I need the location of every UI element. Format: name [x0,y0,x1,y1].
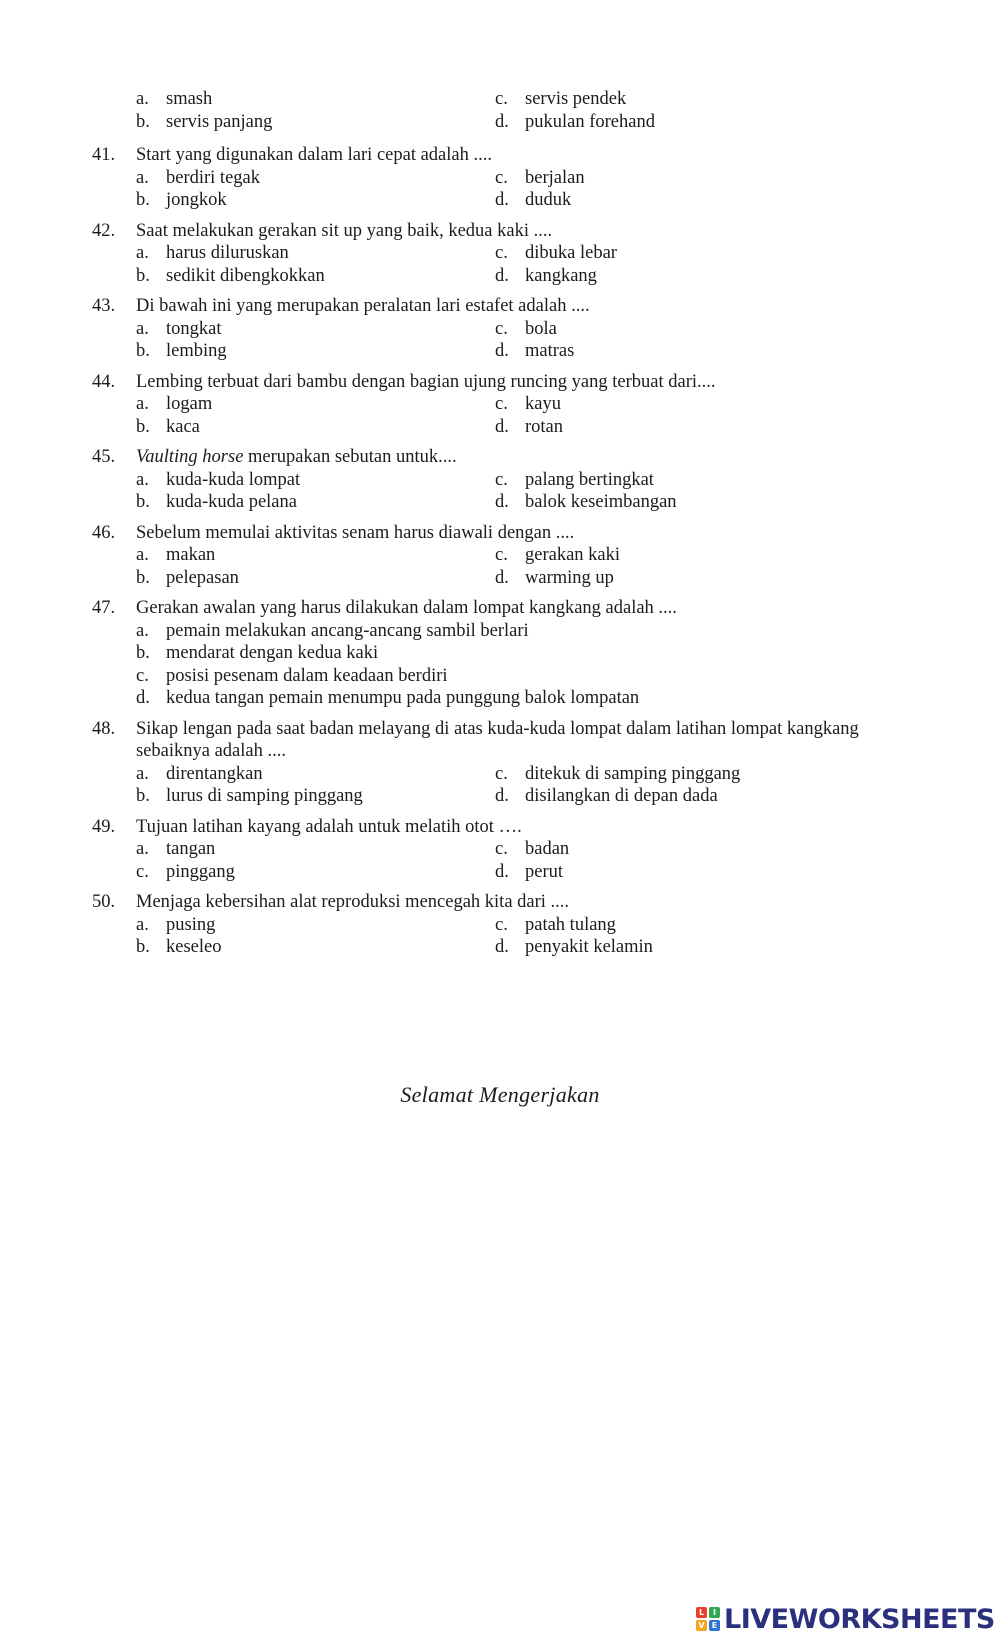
option-text: duduk [525,190,572,210]
option-text: servis panjang [166,111,273,132]
option-text: harus diluruskan [166,243,289,263]
question-stem: Tujuan latihan kayang adalah untuk melatih otot …. [136,816,522,837]
option-label: a. [136,469,149,490]
question-stem: Start yang digunakan dalam lari cepat adalah .... [136,145,492,165]
option-label: d. [495,786,509,806]
option-text: berdiri tegak [166,167,260,188]
option-text: badan [525,839,570,859]
option-text: palang bertingkat [525,469,654,490]
logo-tile: I [709,1607,720,1618]
option-label: b. [136,643,150,663]
option-text: logam [166,394,213,414]
option-label: a. [136,763,149,784]
option-text: patah tulang [525,914,616,935]
option-label: d. [136,688,150,708]
option-text: rotan [525,416,564,437]
question-number: 45. [92,447,116,467]
option-label: b. [136,937,150,957]
option-label: c. [495,89,508,109]
option-text: matras [525,341,575,361]
option-text: tangan [166,839,216,859]
option-text: kuda-kuda pelana [166,492,297,512]
question-stem: Menjaga kebersihan alat reproduksi mencegah kita dari .... [136,892,570,912]
option-label: b. [136,341,150,361]
option-label: b. [136,190,150,210]
option-text: lurus di samping pinggang [166,786,363,806]
logo-tile: L [696,1607,707,1618]
option-text: kaca [166,416,200,437]
question-number: 48. [92,718,116,739]
option-text: posisi pesenam dalam keadaan berdiri [166,665,448,686]
question-stem: Saat melakukan gerakan sit up yang baik, kedua kaki .... [136,220,553,241]
liveworksheets-wordmark: LIVEWORKSHEETS [724,1603,995,1635]
option-label: c. [495,318,508,339]
option-text: perut [525,861,564,882]
option-text: pelepasan [166,567,239,588]
option-label: b. [136,492,150,512]
question-stem: Gerakan awalan yang harus dilakukan dalam lompat kangkang adalah .... [136,598,677,618]
question-number: 42. [92,220,116,241]
option-label: b. [136,786,150,806]
option-text: warming up [525,567,614,588]
option-label: b. [136,265,150,286]
option-label: a. [136,839,149,859]
option-label: a. [136,89,149,109]
option-label: c. [136,665,149,686]
option-text: pinggang [166,861,235,882]
option-label: b. [136,111,150,132]
option-text: makan [166,545,216,565]
option-text: mendarat dengan kedua kaki [166,643,379,663]
option-label: b. [136,567,150,588]
option-label: a. [136,243,149,263]
option-text: berjalan [525,167,585,188]
question-stem-italic: Vaulting horse [136,447,244,467]
option-label: d. [495,937,509,957]
question-number: 49. [92,816,116,837]
question-number: 47. [92,598,116,618]
liveworksheets-watermark [696,1604,995,1634]
option-text: direntangkan [166,763,263,784]
option-label: c. [495,394,508,414]
question-stem: Sikap lengan pada saat badan melayang di atas kuda-kuda lompat dalam latihan lompat kangkang [136,718,859,739]
option-label: d. [495,492,509,512]
question-stem: sebaiknya adalah .... [136,741,286,761]
question-number: 46. [92,522,116,543]
option-text: bola [525,318,557,339]
option-label: d. [495,190,509,210]
option-text: kedua tangan pemain menumpu pada punggung balok lompatan [166,688,640,708]
option-label: c. [136,861,149,882]
question-stem: Di bawah ini yang merupakan peralatan lari estafet adalah .... [136,296,590,316]
option-label: c. [495,243,508,263]
option-label: c. [495,545,508,565]
question-stem [136,446,457,469]
question-number: 50. [92,892,116,912]
option-label: c. [495,167,508,188]
option-text: disilangkan di depan dada [525,786,718,806]
option-label: d. [495,341,509,361]
option-label: a. [136,545,149,565]
liveworksheets-logo-icon [696,1607,720,1631]
option-label: a. [136,167,149,188]
option-text: kuda-kuda lompat [166,469,301,490]
question-stem: Lembing terbuat dari bambu dengan bagian ujung runcing yang terbuat dari.... [136,371,716,392]
logo-tile: E [709,1620,720,1631]
option-label: b. [136,416,150,437]
option-label: c. [495,763,508,784]
option-text: tongkat [166,318,222,339]
option-text: dibuka lebar [525,243,617,263]
option-text: penyakit kelamin [525,937,653,957]
option-label: a. [136,318,149,339]
question-number: 43. [92,296,116,316]
option-text: keseleo [166,937,222,957]
option-text: gerakan kaki [525,545,621,565]
option-text: pemain melakukan ancang-ancang sambil berlari [166,620,529,641]
option-label: d. [495,111,509,132]
option-text: sedikit dibengkokkan [166,265,325,286]
question-stem: Sebelum memulai aktivitas senam harus diawali dengan .... [136,522,575,543]
option-text: kayu [525,394,561,414]
option-label: a. [136,620,149,641]
option-label: c. [495,914,508,935]
option-label: a. [136,914,149,935]
option-text: ditekuk di samping pinggang [525,763,741,784]
closing-message: Selamat Mengerjakan [400,1082,600,1107]
option-text: smash [166,89,213,109]
option-label: d. [495,861,509,882]
option-label: d. [495,265,509,286]
option-text: lembing [166,341,227,361]
question-number: 41. [92,145,116,165]
option-text: kangkang [525,265,597,286]
option-text: servis pendek [525,89,627,109]
option-label: c. [495,469,508,490]
logo-tile: V [696,1620,707,1631]
option-label: a. [136,394,149,414]
option-text: pusing [166,914,216,935]
option-text: balok keseimbangan [525,492,677,512]
option-text: jongkok [166,190,227,210]
option-label: d. [495,416,509,437]
question-number: 44. [92,371,116,392]
question-stem-text: merupakan sebutan untuk.... [243,447,457,467]
option-label: d. [495,567,509,588]
option-label: c. [495,839,508,859]
option-text: pukulan forehand [525,111,655,132]
